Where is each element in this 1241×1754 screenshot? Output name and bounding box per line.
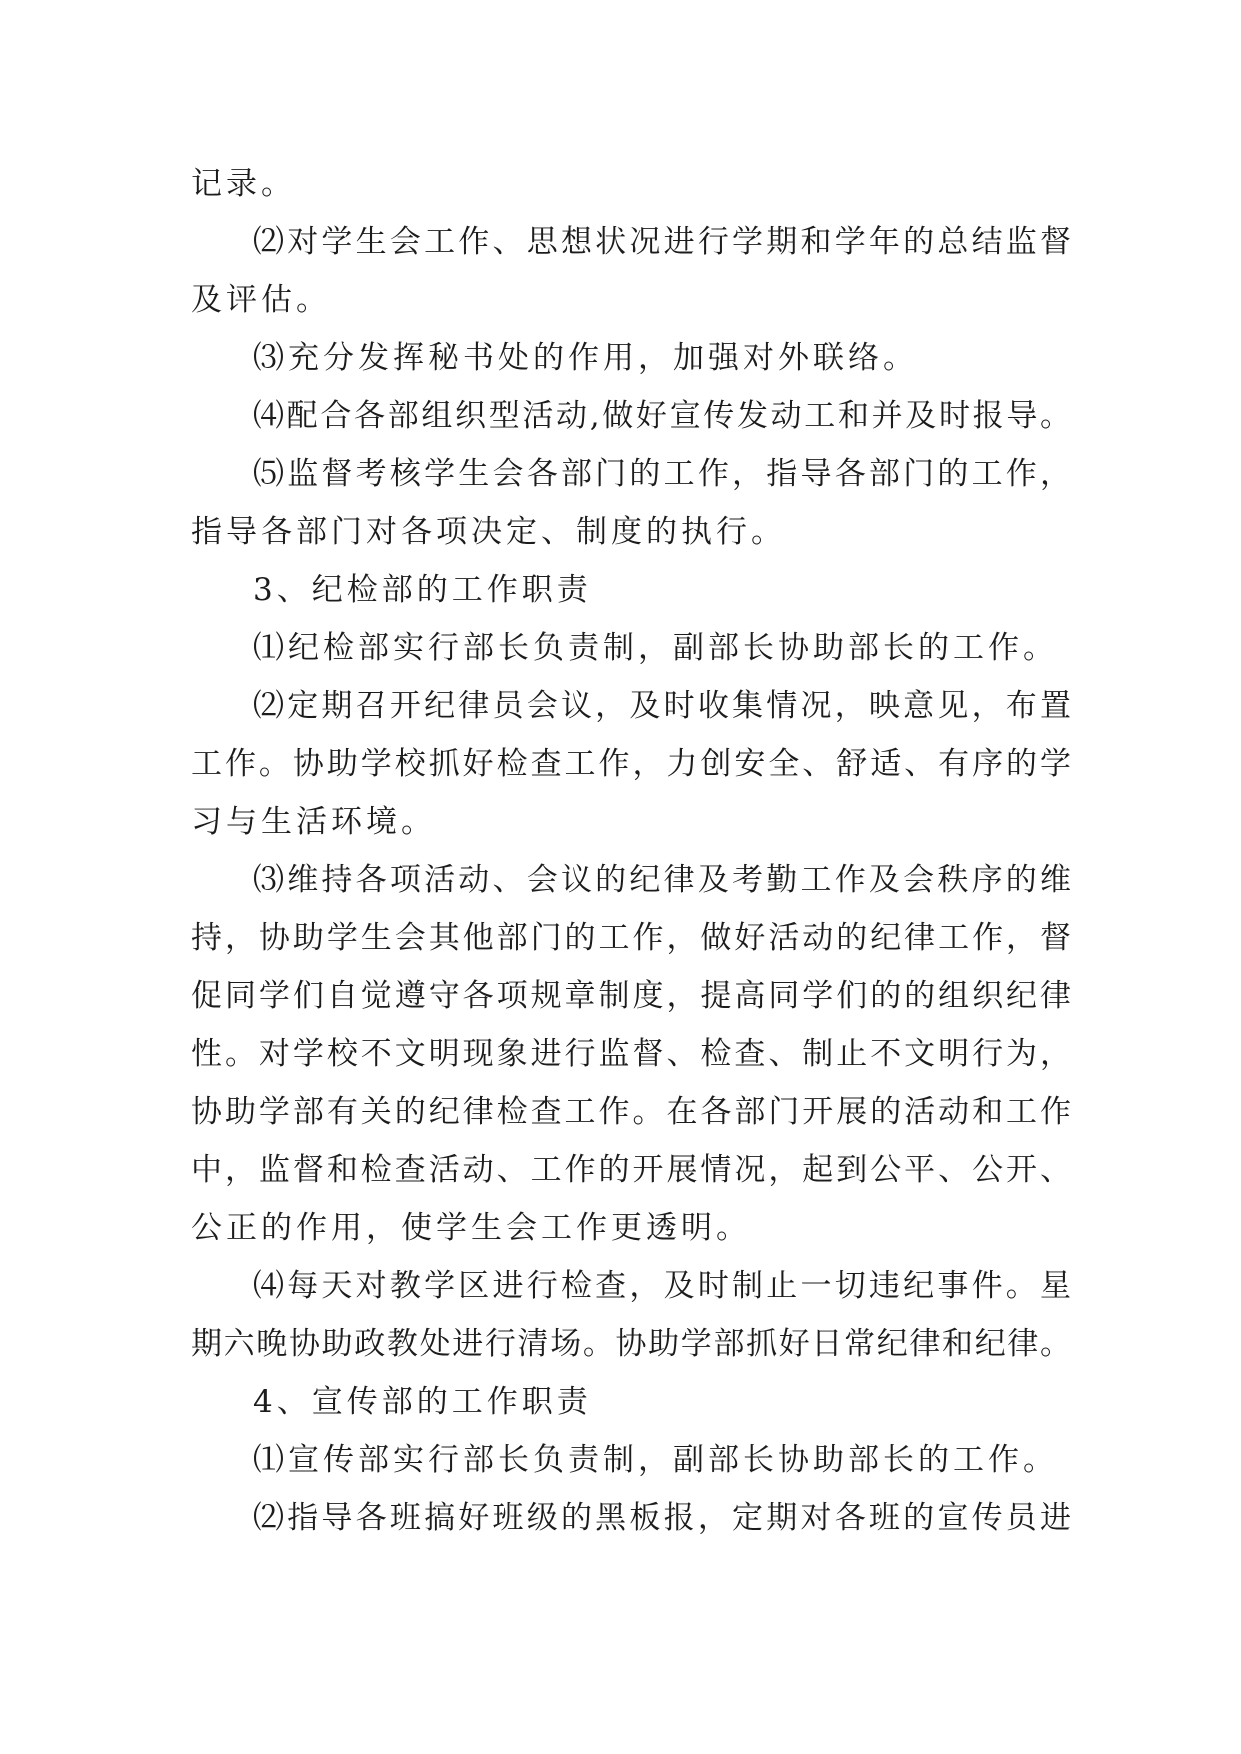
text-line: ⑸监督考核学生会各部门的工作，指导各部门的工作， (253, 456, 1071, 492)
text-line: ⑵定期召开纪律员会议，及时收集情况，映意见，布置 (253, 688, 1071, 724)
text-line: ⑵指导各班搞好班级的黑板报，定期对各班的宣传员进 (253, 1500, 1071, 1536)
text-line: 指导各部门对各项决定、制度的执行。 (191, 514, 786, 550)
text-line: 促同学们自觉遵守各项规章制度，提高同学们的的组织纪律 (191, 978, 1071, 1014)
text-line: ⑷配合各部组织型活动,做好宣传发动工和并及时报导。 (253, 398, 1071, 434)
section-heading: 3、纪检部的工作职责 (253, 572, 592, 608)
text-line: 记录。 (191, 166, 296, 202)
text-line: ⑷每天对教学区进行检查，及时制止一切违纪事件。星 (253, 1268, 1071, 1304)
text-line: 工作。协助学校抓好检查工作，力创安全、舒适、有序的学 (191, 746, 1071, 782)
text-line: ⑶充分发挥秘书处的作用，加强对外联络。 (253, 340, 918, 376)
text-line: 性。对学校不文明现象进行监督、检查、制止不文明行为， (191, 1036, 1071, 1072)
text-line: ⑴纪检部实行部长负责制，副部长协助部长的工作。 (253, 630, 1058, 666)
text-line: 习与生活环境。 (191, 804, 436, 840)
text-line: 持，协助学生会其他部门的工作，做好活动的纪律工作，督 (191, 920, 1071, 956)
text-line: 期六晚协助政教处进行清场。协助学部抓好日常纪律和纪律。 (191, 1326, 1071, 1362)
text-line: ⑶维持各项活动、会议的纪律及考勤工作及会秩序的维 (253, 862, 1071, 898)
text-line: 公正的作用，使学生会工作更透明。 (191, 1210, 751, 1246)
text-line: ⑵对学生会工作、思想状况进行学期和学年的总结监督 (253, 224, 1071, 260)
text-line: ⑴宣传部实行部长负责制，副部长协助部长的工作。 (253, 1442, 1058, 1478)
text-line: 协助学部有关的纪律检查工作。在各部门开展的活动和工作 (191, 1094, 1071, 1130)
section-heading: 4、宣传部的工作职责 (253, 1384, 592, 1420)
text-line: 中，监督和检查活动、工作的开展情况，起到公平、公开、 (191, 1152, 1071, 1188)
text-line: 及评估。 (191, 282, 331, 318)
